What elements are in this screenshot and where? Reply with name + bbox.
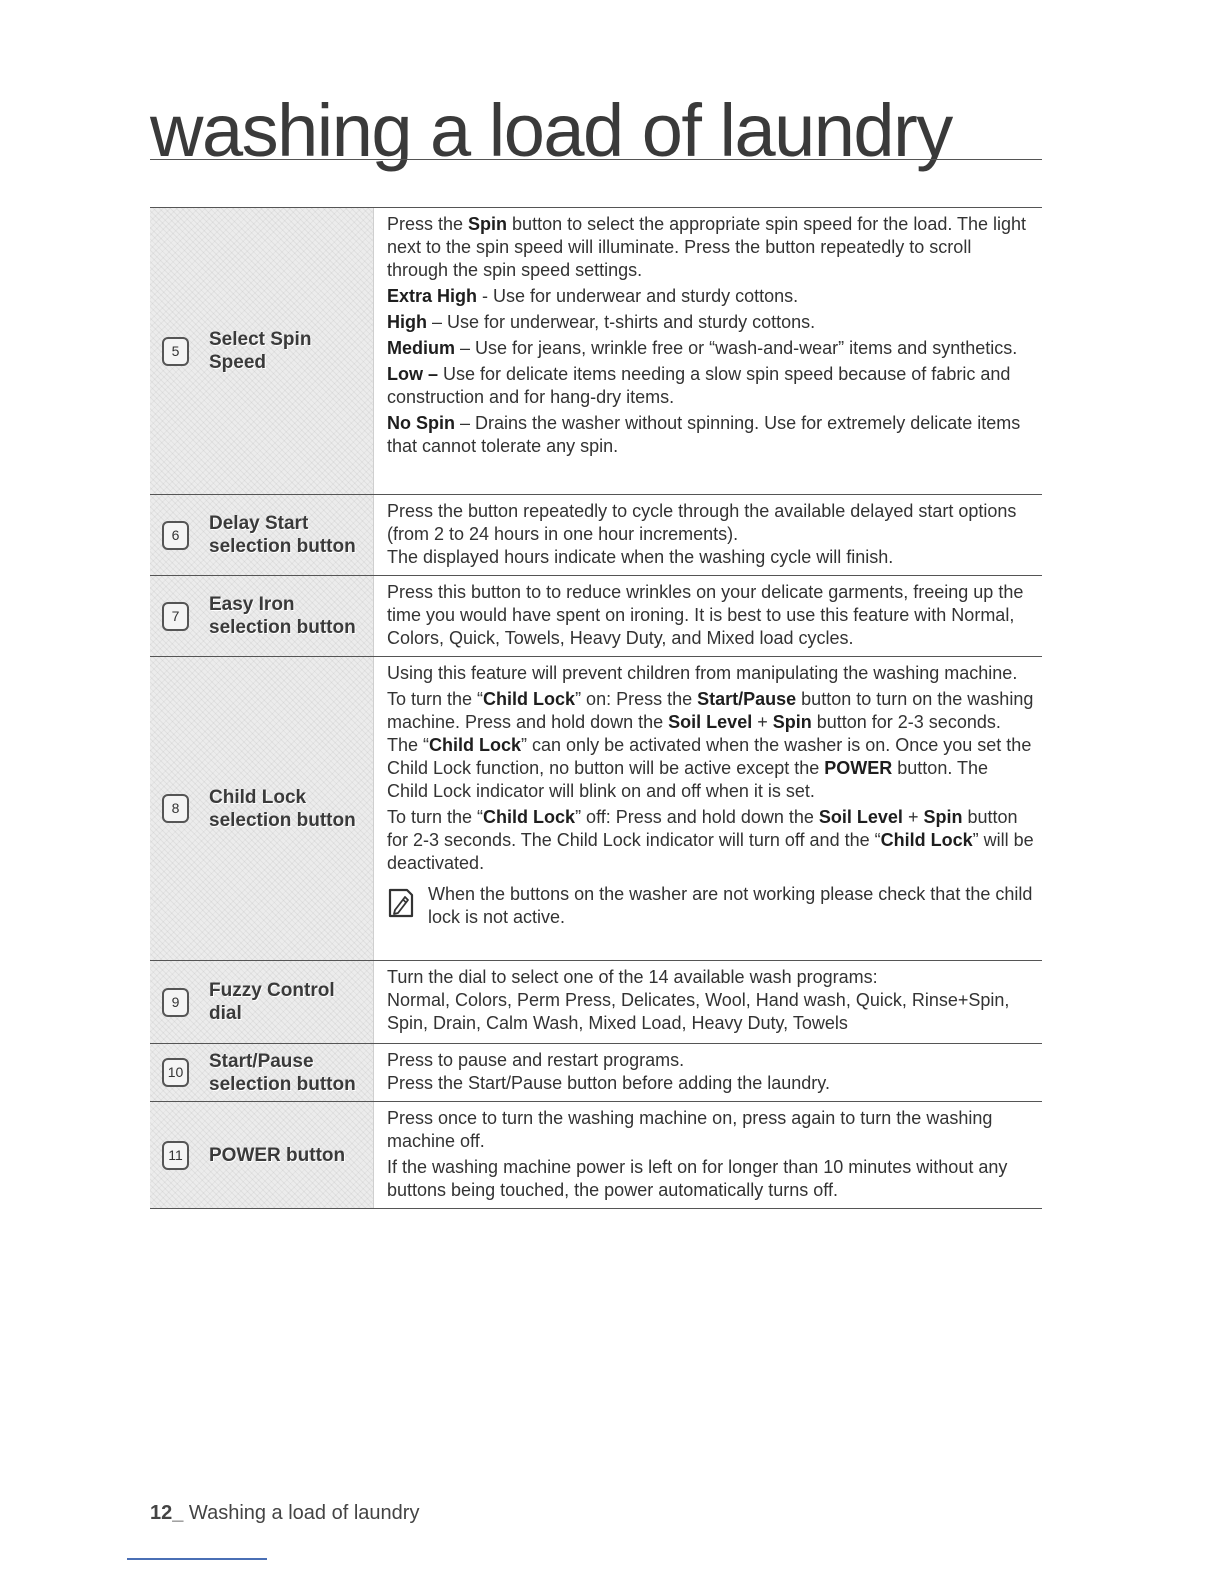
- table-row: [150, 576, 1042, 657]
- bold-term: Soil Level: [668, 712, 753, 732]
- description-paragraph: [387, 311, 1034, 334]
- text-run: +: [902, 807, 924, 827]
- feature-number-badge: 8: [162, 794, 189, 823]
- description-paragraph: [387, 285, 1034, 308]
- feature-name-line: Delay Start: [209, 513, 309, 534]
- feature-number-badge: 5: [162, 337, 189, 366]
- table-row: [150, 657, 1042, 961]
- feature-name-line: selection button: [209, 617, 356, 638]
- feature-description: [374, 1044, 1042, 1101]
- text-run: – Use for jeans, wrinkle free or “wash-and-wear” items and synthetics.: [455, 338, 1018, 358]
- description-paragraph: [387, 806, 1034, 875]
- bold-term: Medium: [387, 338, 456, 358]
- table-row: [150, 1102, 1042, 1209]
- text-run: Press to pause and restart programs. Press the Start/Pause button before adding the laundry.: [387, 1050, 830, 1093]
- description-paragraph: [387, 581, 1034, 650]
- feature-table: [150, 207, 1042, 1209]
- note-text: When the buttons on the washer are not working please check that the child lock is not active.: [428, 884, 1033, 927]
- description-paragraph: [387, 337, 1034, 360]
- description-paragraph: [387, 966, 1034, 1035]
- feature-number-badge: 7: [162, 602, 189, 631]
- page-number: 12_: [150, 1502, 184, 1524]
- description-paragraph: [387, 1107, 1034, 1153]
- feature-name-line: selection button: [209, 536, 356, 557]
- title-underline: [150, 159, 1042, 160]
- feature-description: [374, 961, 1042, 1043]
- feature-name-line: Speed: [209, 352, 267, 373]
- feature-label-cell: [150, 1044, 374, 1101]
- bold-term: Soil Level: [818, 807, 903, 827]
- footer-rule: [127, 1558, 267, 1560]
- feature-name-line: Easy Iron: [209, 594, 295, 615]
- text-run: Use for delicate items needing a slow spin speed because of fabric and construction and for hang-dry items.: [387, 364, 1011, 407]
- feature-name-line: selection button: [209, 1073, 356, 1095]
- feature-name-line: POWER button: [209, 1144, 346, 1166]
- text-run: button for 2-3 seconds. The “: [387, 712, 1001, 755]
- text-run: ” off: Press and hold down the: [575, 807, 819, 827]
- text-run: button to select the appropriate spin speed for the load. The light next to the spin speed will illuminate. Press the button repeatedly to scroll through the spin speed settings.: [387, 214, 1027, 280]
- page-footer: [150, 1502, 419, 1525]
- feature-number-badge: 11: [162, 1141, 189, 1170]
- text-run: - Use for underwear and sturdy cottons.: [477, 286, 799, 306]
- text-run: Press the: [387, 214, 469, 234]
- bold-term: High: [387, 312, 427, 332]
- feature-name-line: Child Lock: [209, 786, 307, 808]
- text-run: If the washing machine power is left on for longer than 10 minutes without any buttons being touched, the power automatically turns off.: [387, 1157, 1008, 1200]
- bold-term: No Spin: [387, 413, 455, 433]
- feature-name: [209, 512, 356, 558]
- bold-term: POWER: [824, 758, 893, 778]
- text-run: ” on: Press the: [575, 689, 698, 709]
- text-run: Using this feature will prevent children from manipulating the washing machine.: [387, 663, 1018, 683]
- text-run: +: [752, 712, 773, 732]
- text-run: button to turn on the washing machine. Press and hold down the: [387, 689, 1034, 732]
- feature-name: [209, 786, 356, 832]
- feature-name-line: Select Spin: [209, 329, 312, 350]
- feature-name: [209, 979, 335, 1025]
- feature-name: [209, 593, 356, 639]
- feature-label-cell: [150, 495, 374, 575]
- bold-term: Extra High: [387, 286, 478, 306]
- page-title: washing a load of laundry: [150, 89, 952, 172]
- feature-number-badge: 6: [162, 521, 189, 550]
- footer-section-title: Washing a load of laundry: [183, 1502, 420, 1524]
- feature-label-cell: [150, 657, 374, 960]
- feature-label-cell: [150, 1102, 374, 1208]
- note-box: [387, 883, 1034, 929]
- bold-term: Spin: [468, 214, 508, 234]
- description-paragraph: [387, 662, 1034, 685]
- feature-name-line: dial: [209, 1003, 242, 1024]
- feature-name: [209, 1050, 356, 1096]
- description-paragraph: [387, 412, 1034, 458]
- description-paragraph: [387, 688, 1034, 803]
- text-run: Press once to turn the washing machine on, press again to turn the washing machine off.: [387, 1108, 993, 1151]
- bold-term: Child Lock: [429, 735, 522, 755]
- text-run: To turn the “: [387, 689, 484, 709]
- text-run: ” can only be activated when the washer is on. Once you set the Child Lock function, no button will be active except the: [387, 735, 1032, 778]
- text-run: – Drains the washer without spinning. Use for extremely delicate items that cannot tolerate any spin.: [387, 413, 1021, 456]
- bold-term: Spin: [772, 712, 812, 732]
- feature-description: [374, 1102, 1042, 1208]
- text-run: Turn the dial to select one of the 14 available wash programs: Normal, Colors, Perm Press, Delicates, Wool, Hand wash, Quick, Rinse+Spin, Spin, Drain, Calm Wash, Mixed Load, Heavy Duty, Towels: [387, 967, 1010, 1033]
- feature-description: [374, 208, 1042, 494]
- feature-name-line: Fuzzy Control: [209, 980, 335, 1001]
- feature-label-cell: [150, 208, 374, 494]
- bold-term: Child Lock: [483, 807, 576, 827]
- text-run: Press this button to to reduce wrinkles on your delicate garments, freeing up the time you would have spent on ironing. It is best to use this feature with Normal, Colors, Quick, Towels, Heavy Duty, and Mixed load cycles.: [387, 582, 1024, 648]
- feature-name-line: Start/Pause: [209, 1050, 314, 1072]
- description-paragraph: [387, 213, 1034, 282]
- bold-term: Low –: [387, 364, 439, 384]
- text-run: To turn the “: [387, 807, 484, 827]
- bold-term: Child Lock: [880, 830, 973, 850]
- text-run: Press the button repeatedly to cycle through the available delayed start options (from 2 to 24 hours in one hour increments). The displayed hours indicate when the washing cycle will finish.: [387, 501, 1017, 567]
- table-row: [150, 961, 1042, 1044]
- table-row: [150, 1044, 1042, 1102]
- table-row: [150, 495, 1042, 576]
- feature-description: [374, 576, 1042, 656]
- text-run: button for 2-3 seconds. The Child Lock indicator will turn off and the “: [387, 807, 1018, 850]
- text-run: ” will be deactivated.: [387, 830, 1034, 873]
- feature-description: [374, 495, 1042, 575]
- feature-label-cell: [150, 576, 374, 656]
- feature-label-cell: [150, 961, 374, 1043]
- feature-number-badge: 10: [162, 1058, 189, 1087]
- bold-term: Child Lock: [483, 689, 576, 709]
- feature-description: [374, 657, 1042, 960]
- text-run: – Use for underwear, t-shirts and sturdy cottons.: [427, 312, 816, 332]
- description-paragraph: [387, 363, 1034, 409]
- feature-number-badge: 9: [162, 988, 189, 1017]
- feature-name: [209, 1144, 345, 1167]
- bold-term: Start/Pause: [697, 689, 797, 709]
- table-row: [150, 208, 1042, 495]
- note-pencil-icon: [387, 887, 414, 919]
- bold-term: Spin: [923, 807, 963, 827]
- description-paragraph: [387, 1049, 1034, 1095]
- text-run: button. The Child Lock indicator will blink on and off when it is set.: [387, 758, 989, 801]
- description-paragraph: [387, 500, 1034, 569]
- feature-name: [209, 328, 311, 374]
- description-paragraph: [387, 1156, 1034, 1202]
- feature-name-line: selection button: [209, 809, 356, 831]
